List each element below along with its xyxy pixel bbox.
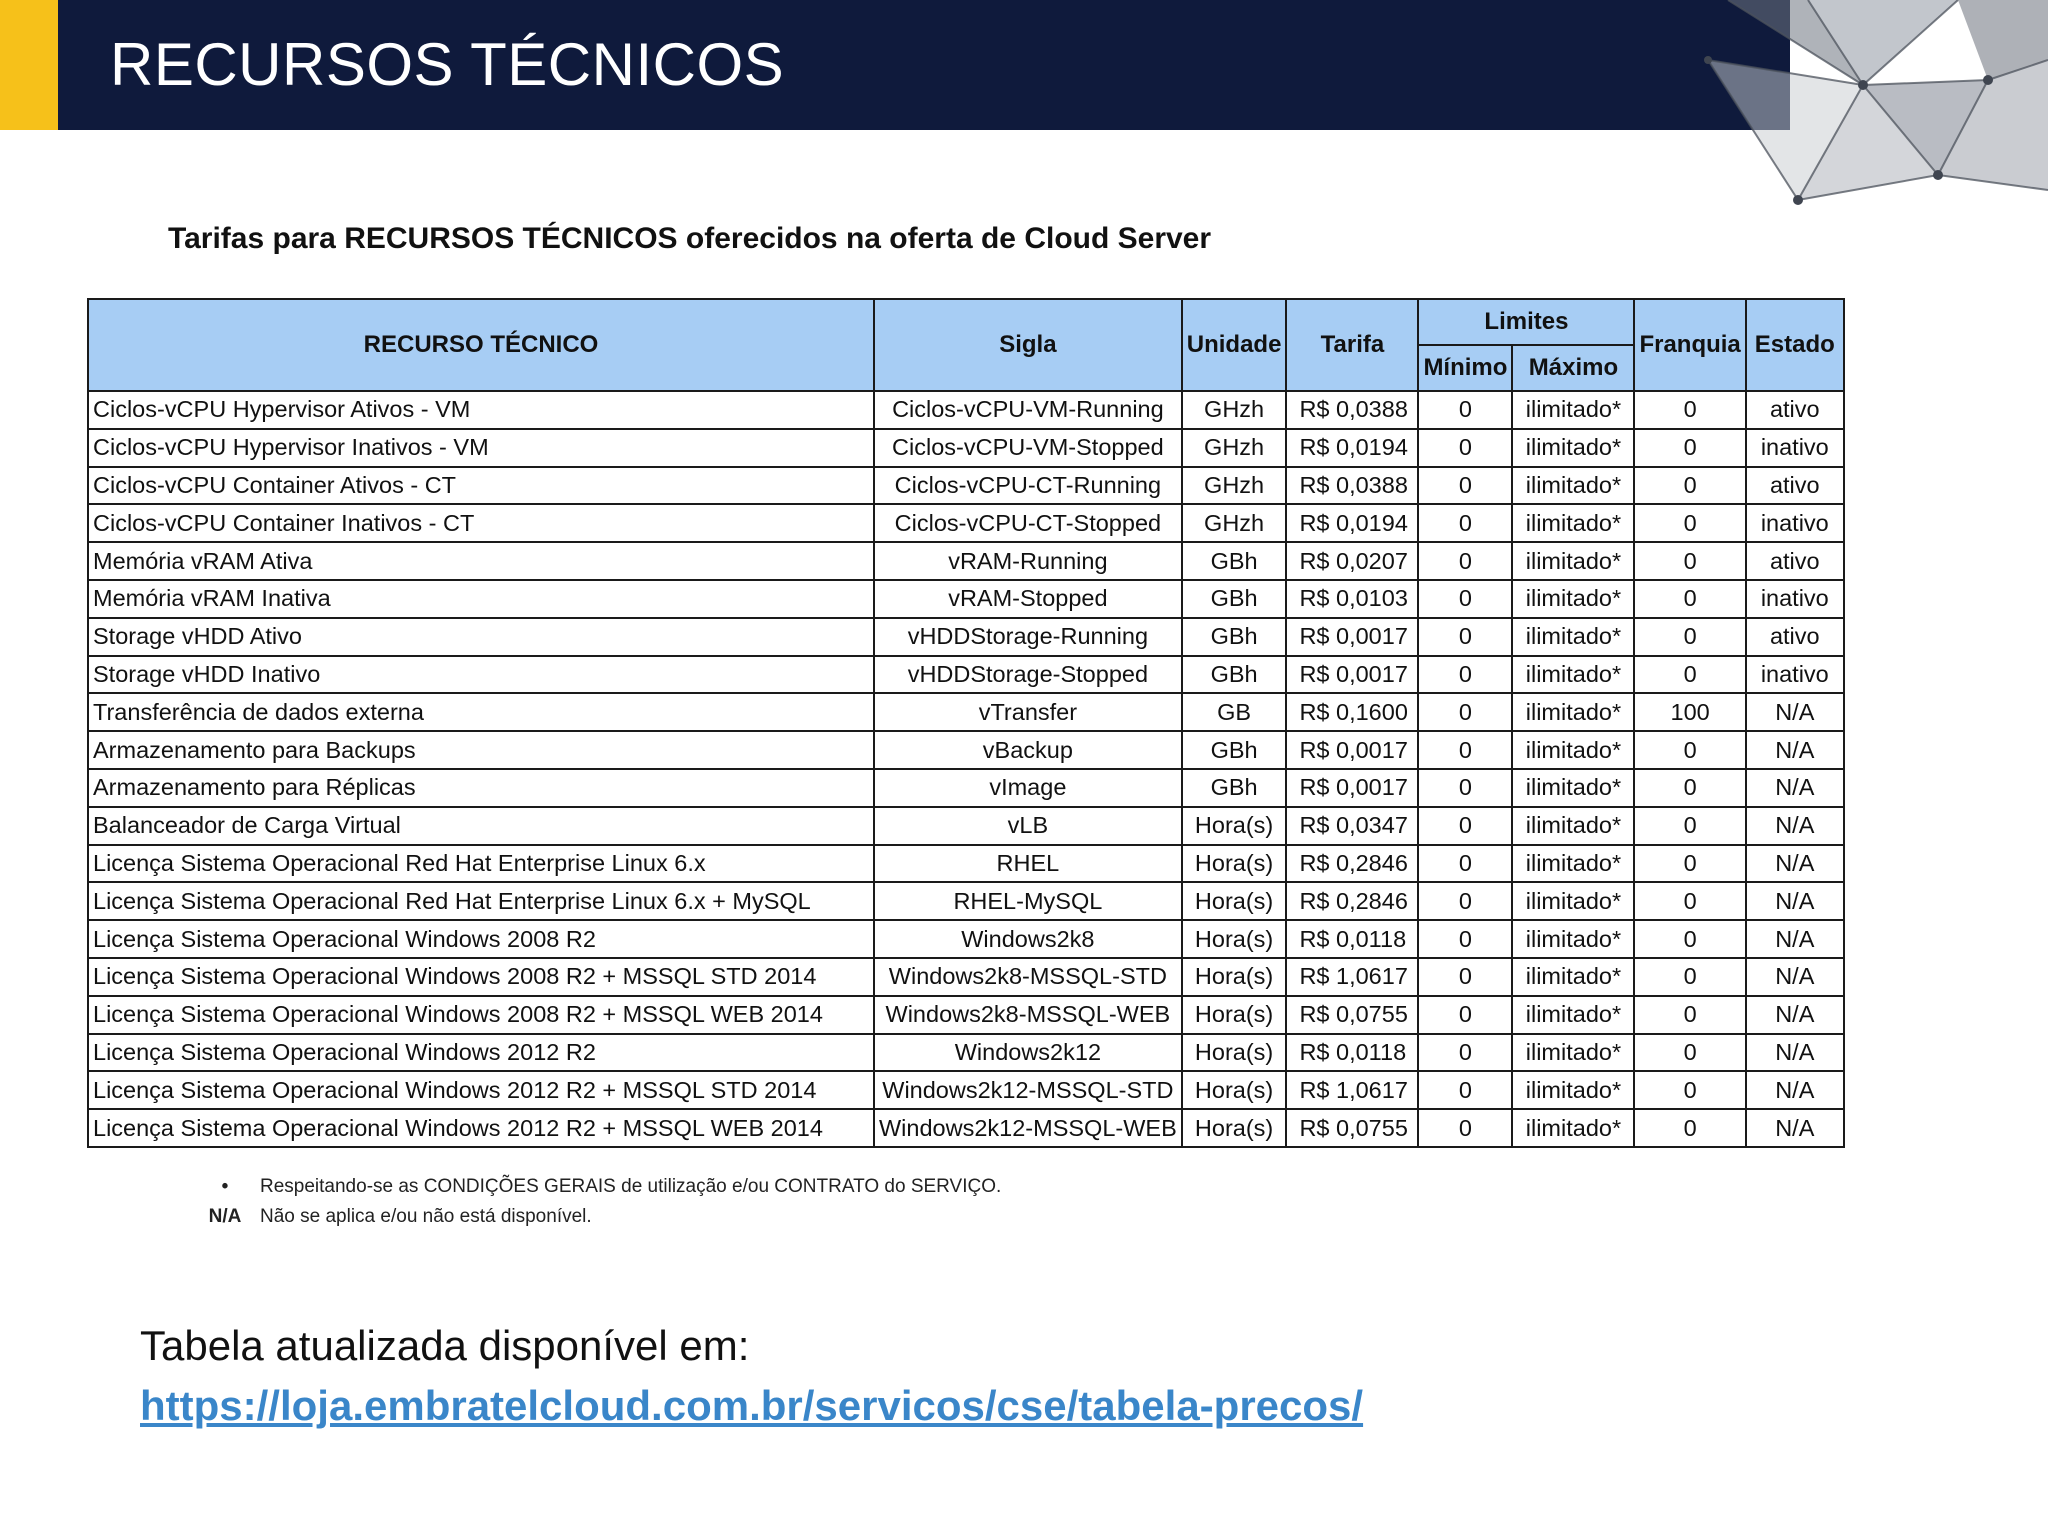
cell-minimo: 0 bbox=[1418, 542, 1512, 580]
cell-franquia: 0 bbox=[1634, 580, 1745, 618]
cell-unidade: GHzh bbox=[1182, 467, 1287, 505]
cell-estado: N/A bbox=[1746, 920, 1844, 958]
cell-tarifa: R$ 0,0118 bbox=[1286, 1034, 1418, 1072]
cell-recurso: Licença Sistema Operacional Windows 2012 R2 + MSSQL STD 2014 bbox=[88, 1071, 874, 1109]
cell-recurso: Storage vHDD Inativo bbox=[88, 656, 874, 694]
footnote-na-mark: N/A bbox=[208, 1206, 242, 1227]
cell-franquia: 0 bbox=[1634, 845, 1745, 883]
footnotes bbox=[190, 1172, 1001, 1232]
cell-tarifa: R$ 0,0194 bbox=[1286, 504, 1418, 542]
cell-estado: ativo bbox=[1746, 467, 1844, 505]
table-row bbox=[88, 731, 1844, 769]
header-recurso: RECURSO TÉCNICO bbox=[88, 299, 874, 391]
cell-franquia: 0 bbox=[1634, 958, 1745, 996]
cell-recurso: Licença Sistema Operacional Windows 2008 R2 bbox=[88, 920, 874, 958]
cell-minimo: 0 bbox=[1418, 1109, 1512, 1147]
cell-recurso: Licença Sistema Operacional Red Hat Enterprise Linux 6.x + MySQL bbox=[88, 882, 874, 920]
cell-unidade: Hora(s) bbox=[1182, 1034, 1287, 1072]
cell-franquia: 0 bbox=[1634, 656, 1745, 694]
cell-sigla: RHEL bbox=[874, 845, 1182, 883]
cell-tarifa: R$ 0,0388 bbox=[1286, 467, 1418, 505]
cell-maximo: ilimitado* bbox=[1512, 769, 1634, 807]
header-tarifa: Tarifa bbox=[1286, 299, 1418, 391]
slide-title: RECURSOS TÉCNICOS bbox=[110, 31, 785, 98]
cell-sigla: Windows2k12-MSSQL-STD bbox=[874, 1071, 1182, 1109]
cell-estado: inativo bbox=[1746, 656, 1844, 694]
table-title: Tarifas para RECURSOS TÉCNICOS oferecidos na oferta de Cloud Server bbox=[168, 222, 1212, 255]
cell-sigla: vLB bbox=[874, 807, 1182, 845]
cell-sigla: Ciclos-vCPU-CT-Running bbox=[874, 467, 1182, 505]
cell-estado: N/A bbox=[1746, 693, 1844, 731]
cell-minimo: 0 bbox=[1418, 504, 1512, 542]
cell-recurso: Ciclos-vCPU Hypervisor Inativos - VM bbox=[88, 429, 874, 467]
cell-sigla: vRAM-Running bbox=[874, 542, 1182, 580]
cell-sigla: vTransfer bbox=[874, 693, 1182, 731]
cell-recurso: Licença Sistema Operacional Windows 2008 R2 + MSSQL WEB 2014 bbox=[88, 996, 874, 1034]
cell-franquia: 0 bbox=[1634, 618, 1745, 656]
table-row bbox=[88, 996, 1844, 1034]
cell-estado: ativo bbox=[1746, 618, 1844, 656]
cell-sigla: Ciclos-vCPU-VM-Stopped bbox=[874, 429, 1182, 467]
cell-maximo: ilimitado* bbox=[1512, 656, 1634, 694]
cell-maximo: ilimitado* bbox=[1512, 996, 1634, 1034]
cell-minimo: 0 bbox=[1418, 882, 1512, 920]
cell-maximo: ilimitado* bbox=[1512, 580, 1634, 618]
header-sigla: Sigla bbox=[874, 299, 1182, 391]
cell-minimo: 0 bbox=[1418, 731, 1512, 769]
cell-unidade: GHzh bbox=[1182, 391, 1287, 429]
cell-maximo: ilimitado* bbox=[1512, 542, 1634, 580]
cell-tarifa: R$ 0,0118 bbox=[1286, 920, 1418, 958]
accent-strip bbox=[0, 0, 58, 130]
header-franquia: Franquia bbox=[1634, 299, 1745, 391]
header-minimo: Mínimo bbox=[1418, 345, 1512, 391]
cell-sigla: Windows2k8 bbox=[874, 920, 1182, 958]
table-row bbox=[88, 693, 1844, 731]
cell-unidade: GBh bbox=[1182, 580, 1287, 618]
cell-unidade: GBh bbox=[1182, 769, 1287, 807]
cell-minimo: 0 bbox=[1418, 958, 1512, 996]
cell-estado: inativo bbox=[1746, 504, 1844, 542]
cell-estado: N/A bbox=[1746, 1109, 1844, 1147]
cell-recurso: Licença Sistema Operacional Windows 2012 R2 + MSSQL WEB 2014 bbox=[88, 1109, 874, 1147]
cell-tarifa: R$ 0,0194 bbox=[1286, 429, 1418, 467]
cell-maximo: ilimitado* bbox=[1512, 920, 1634, 958]
cell-minimo: 0 bbox=[1418, 769, 1512, 807]
cell-maximo: ilimitado* bbox=[1512, 1109, 1634, 1147]
cell-recurso: Balanceador de Carga Virtual bbox=[88, 807, 874, 845]
cell-maximo: ilimitado* bbox=[1512, 807, 1634, 845]
cell-maximo: ilimitado* bbox=[1512, 467, 1634, 505]
cell-minimo: 0 bbox=[1418, 467, 1512, 505]
cell-estado: N/A bbox=[1746, 807, 1844, 845]
cell-unidade: GBh bbox=[1182, 656, 1287, 694]
cell-unidade: GHzh bbox=[1182, 504, 1287, 542]
cell-maximo: ilimitado* bbox=[1512, 845, 1634, 883]
cell-estado: N/A bbox=[1746, 996, 1844, 1034]
table-row bbox=[88, 958, 1844, 996]
cell-franquia: 0 bbox=[1634, 391, 1745, 429]
cell-tarifa: R$ 0,0388 bbox=[1286, 391, 1418, 429]
cell-estado: N/A bbox=[1746, 731, 1844, 769]
cell-recurso: Memória vRAM Ativa bbox=[88, 542, 874, 580]
table-row bbox=[88, 467, 1844, 505]
cell-minimo: 0 bbox=[1418, 996, 1512, 1034]
cell-recurso: Ciclos-vCPU Container Ativos - CT bbox=[88, 467, 874, 505]
cell-tarifa: R$ 0,0017 bbox=[1286, 656, 1418, 694]
cell-franquia: 0 bbox=[1634, 1109, 1745, 1147]
footnote-conditions bbox=[190, 1172, 1001, 1202]
cell-tarifa: R$ 0,0347 bbox=[1286, 807, 1418, 845]
table-row bbox=[88, 504, 1844, 542]
header-limites: Limites bbox=[1418, 299, 1634, 345]
cell-tarifa: R$ 0,1600 bbox=[1286, 693, 1418, 731]
cell-estado: ativo bbox=[1746, 391, 1844, 429]
cell-tarifa: R$ 0,0017 bbox=[1286, 618, 1418, 656]
cell-tarifa: R$ 0,0755 bbox=[1286, 996, 1418, 1034]
cell-sigla: vRAM-Stopped bbox=[874, 580, 1182, 618]
cell-minimo: 0 bbox=[1418, 1034, 1512, 1072]
cell-recurso: Licença Sistema Operacional Windows 2008 R2 + MSSQL STD 2014 bbox=[88, 958, 874, 996]
cell-estado: N/A bbox=[1746, 1071, 1844, 1109]
cell-estado: inativo bbox=[1746, 580, 1844, 618]
cell-unidade: Hora(s) bbox=[1182, 1071, 1287, 1109]
cell-recurso: Transferência de dados externa bbox=[88, 693, 874, 731]
table-row bbox=[88, 807, 1844, 845]
cell-tarifa: R$ 0,0103 bbox=[1286, 580, 1418, 618]
cell-franquia: 0 bbox=[1634, 807, 1745, 845]
table-row bbox=[88, 1034, 1844, 1072]
polygon-network-decoration bbox=[1688, 0, 2048, 220]
cell-maximo: ilimitado* bbox=[1512, 882, 1634, 920]
cell-maximo: ilimitado* bbox=[1512, 693, 1634, 731]
cell-unidade: Hora(s) bbox=[1182, 845, 1287, 883]
cell-maximo: ilimitado* bbox=[1512, 958, 1634, 996]
cell-tarifa: R$ 0,2846 bbox=[1286, 882, 1418, 920]
cell-unidade: Hora(s) bbox=[1182, 958, 1287, 996]
cell-sigla: Windows2k8-MSSQL-WEB bbox=[874, 996, 1182, 1034]
cell-sigla: vHDDStorage-Running bbox=[874, 618, 1182, 656]
cell-franquia: 100 bbox=[1634, 693, 1745, 731]
cell-unidade: Hora(s) bbox=[1182, 882, 1287, 920]
updated-table-label: Tabela atualizada disponível em: bbox=[140, 1322, 750, 1369]
table-row bbox=[88, 618, 1844, 656]
cell-tarifa: R$ 0,0017 bbox=[1286, 731, 1418, 769]
cell-minimo: 0 bbox=[1418, 429, 1512, 467]
cell-minimo: 0 bbox=[1418, 580, 1512, 618]
cell-estado: ativo bbox=[1746, 542, 1844, 580]
cell-unidade: Hora(s) bbox=[1182, 807, 1287, 845]
table-row bbox=[88, 429, 1844, 467]
cell-franquia: 0 bbox=[1634, 996, 1745, 1034]
cell-recurso: Licença Sistema Operacional Red Hat Enterprise Linux 6.x bbox=[88, 845, 874, 883]
footnote-text: Não se aplica e/ou não está disponível. bbox=[260, 1206, 592, 1227]
cell-minimo: 0 bbox=[1418, 618, 1512, 656]
cell-unidade: GBh bbox=[1182, 618, 1287, 656]
cell-sigla: Ciclos-vCPU-CT-Stopped bbox=[874, 504, 1182, 542]
cell-maximo: ilimitado* bbox=[1512, 1034, 1634, 1072]
table-row bbox=[88, 769, 1844, 807]
cell-tarifa: R$ 1,0617 bbox=[1286, 958, 1418, 996]
cell-minimo: 0 bbox=[1418, 693, 1512, 731]
cell-sigla: Windows2k12 bbox=[874, 1034, 1182, 1072]
header-unidade: Unidade bbox=[1182, 299, 1287, 391]
cell-minimo: 0 bbox=[1418, 807, 1512, 845]
cell-franquia: 0 bbox=[1634, 731, 1745, 769]
cell-minimo: 0 bbox=[1418, 845, 1512, 883]
cell-minimo: 0 bbox=[1418, 656, 1512, 694]
footnote-text: Respeitando-se as CONDIÇÕES GERAIS de utilização e/ou CONTRATO do SERVIÇO. bbox=[260, 1176, 1002, 1197]
cell-estado: inativo bbox=[1746, 429, 1844, 467]
cell-maximo: ilimitado* bbox=[1512, 504, 1634, 542]
cell-minimo: 0 bbox=[1418, 920, 1512, 958]
cell-tarifa: R$ 0,0017 bbox=[1286, 769, 1418, 807]
cell-maximo: ilimitado* bbox=[1512, 1071, 1634, 1109]
table-row bbox=[88, 391, 1844, 429]
cell-franquia: 0 bbox=[1634, 467, 1745, 505]
cell-unidade: Hora(s) bbox=[1182, 920, 1287, 958]
cell-recurso: Ciclos-vCPU Container Inativos - CT bbox=[88, 504, 874, 542]
cell-sigla: Windows2k8-MSSQL-STD bbox=[874, 958, 1182, 996]
cell-minimo: 0 bbox=[1418, 391, 1512, 429]
cell-franquia: 0 bbox=[1634, 542, 1745, 580]
cell-franquia: 0 bbox=[1634, 882, 1745, 920]
cell-franquia: 0 bbox=[1634, 769, 1745, 807]
price-table-link[interactable]: https://loja.embratelcloud.com.br/servicos/cse/tabela-precos/ bbox=[140, 1382, 1364, 1429]
cell-unidade: GB bbox=[1182, 693, 1287, 731]
pricing-table bbox=[87, 298, 1845, 1148]
table-row bbox=[88, 1109, 1844, 1147]
cell-franquia: 0 bbox=[1634, 1071, 1745, 1109]
cell-unidade: Hora(s) bbox=[1182, 1109, 1287, 1147]
cell-tarifa: R$ 0,0755 bbox=[1286, 1109, 1418, 1147]
footnote-bullet-mark: • bbox=[221, 1176, 229, 1197]
cell-unidade: GBh bbox=[1182, 542, 1287, 580]
header-maximo: Máximo bbox=[1512, 345, 1634, 391]
cell-recurso: Memória vRAM Inativa bbox=[88, 580, 874, 618]
cell-recurso: Storage vHDD Ativo bbox=[88, 618, 874, 656]
cell-sigla: vBackup bbox=[874, 731, 1182, 769]
cell-franquia: 0 bbox=[1634, 429, 1745, 467]
cell-recurso: Licença Sistema Operacional Windows 2012 R2 bbox=[88, 1034, 874, 1072]
cell-recurso: Armazenamento para Backups bbox=[88, 731, 874, 769]
cell-unidade: GHzh bbox=[1182, 429, 1287, 467]
cell-tarifa: R$ 1,0617 bbox=[1286, 1071, 1418, 1109]
cell-sigla: vHDDStorage-Stopped bbox=[874, 656, 1182, 694]
table-row bbox=[88, 845, 1844, 883]
cell-estado: N/A bbox=[1746, 882, 1844, 920]
cell-tarifa: R$ 0,2846 bbox=[1286, 845, 1418, 883]
cell-maximo: ilimitado* bbox=[1512, 391, 1634, 429]
cell-estado: N/A bbox=[1746, 1034, 1844, 1072]
table-body bbox=[88, 391, 1844, 1147]
cell-recurso: Armazenamento para Réplicas bbox=[88, 769, 874, 807]
table-row bbox=[88, 580, 1844, 618]
cell-estado: N/A bbox=[1746, 845, 1844, 883]
cell-estado: N/A bbox=[1746, 958, 1844, 996]
cell-maximo: ilimitado* bbox=[1512, 429, 1634, 467]
cell-sigla: RHEL-MySQL bbox=[874, 882, 1182, 920]
cell-minimo: 0 bbox=[1418, 1071, 1512, 1109]
cell-franquia: 0 bbox=[1634, 504, 1745, 542]
footnote-na bbox=[190, 1202, 1001, 1232]
table-row bbox=[88, 1071, 1844, 1109]
cell-recurso: Ciclos-vCPU Hypervisor Ativos - VM bbox=[88, 391, 874, 429]
cell-unidade: Hora(s) bbox=[1182, 996, 1287, 1034]
cell-maximo: ilimitado* bbox=[1512, 731, 1634, 769]
cell-tarifa: R$ 0,0207 bbox=[1286, 542, 1418, 580]
cell-franquia: 0 bbox=[1634, 1034, 1745, 1072]
cell-sigla: Windows2k12-MSSQL-WEB bbox=[874, 1109, 1182, 1147]
table-row bbox=[88, 920, 1844, 958]
table-row bbox=[88, 656, 1844, 694]
cell-sigla: vImage bbox=[874, 769, 1182, 807]
cell-estado: N/A bbox=[1746, 769, 1844, 807]
table-row bbox=[88, 882, 1844, 920]
cell-franquia: 0 bbox=[1634, 920, 1745, 958]
table-row bbox=[88, 542, 1844, 580]
cell-unidade: GBh bbox=[1182, 731, 1287, 769]
header-estado: Estado bbox=[1746, 299, 1844, 391]
cell-maximo: ilimitado* bbox=[1512, 618, 1634, 656]
cell-sigla: Ciclos-vCPU-VM-Running bbox=[874, 391, 1182, 429]
